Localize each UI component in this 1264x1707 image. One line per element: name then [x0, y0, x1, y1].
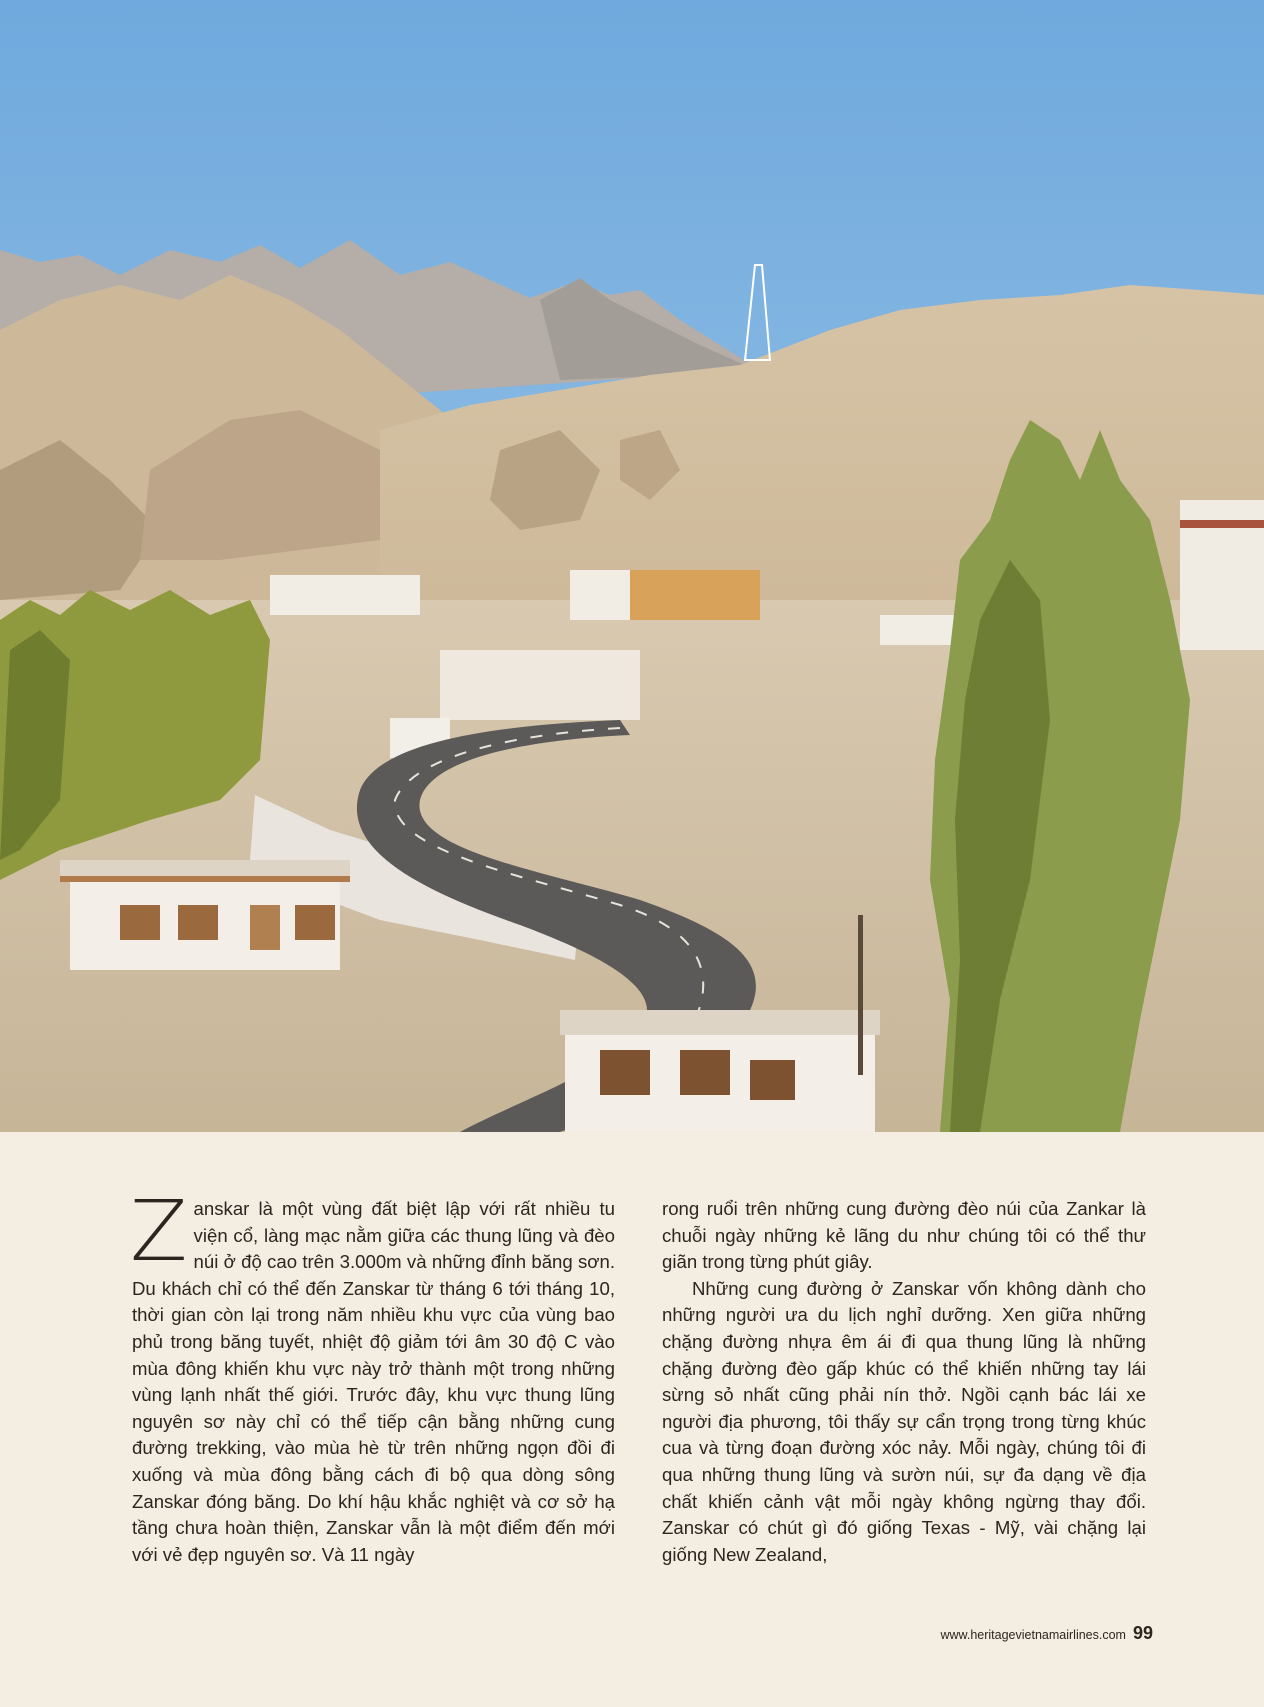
article-column-left	[130, 1182, 615, 1568]
intro-text: anskar là một vùng đất biệt lập với rất nhiều tu viện cổ, làng mạc nằm giữa các thung lũng và đèo núi ở độ cao trên 3.000m và những đỉnh băng sơn. Du khách chỉ có thể đến Zanskar từ tháng 6 tới tháng 10, thời gian còn lại trong năm nhiều khu vực của vùng bao phủ trong băng tuyết, nhiệt độ giảm tới âm 30 độ C vào mùa đông khiến khu vực này trở thành một trong những vùng lạnh nhất thế giới. Trước đây, khu vực thung lũng nguyên sơ này chỉ có thể tiếp cận bằng những cung đường trekking, vào mùa hè từ trên những ngọn đồi đi xuống và mùa đông bằng cách đi bộ qua dòng sông Zanskar đóng băng. Do khí hậu khắc nghiệt và cơ sở hạ tầng chưa hoàn thiện, Zanskar vẫn là một điểm đến mới với vẻ đẹp nguyên sơ. Và 11 ngày	[132, 1198, 615, 1565]
website-link[interactable]: www.heritagevietnamairlines.com	[940, 1628, 1126, 1642]
paragraph-2: Những cung đường ở Zanskar vốn không dành cho những người ưa du lịch nghỉ dưỡng. Xen giữa những chặng đường nhựa êm ái đi qua thung lũng là những chặng đường đèo gấp khúc có thể khiến những tay lái sừng sỏ nhất cũng phải nín thở. Ngồi cạnh bác lái xe người địa phương, tôi thấy sự cẩn trọng trong từng khúc cua và từng đoạn đường xóc nảy. Mỗi ngày, chúng tôi đi qua những thung lũng và sườn núi, sự đa dạng về địa chất khiến cảnh vật mỗi ngày không ngừng thay đổi. Zanskar có chút gì đó giống Texas - Mỹ, vài chặng lại giống New Zealand,	[662, 1277, 1146, 1565]
intro-paragraph	[130, 1182, 615, 1568]
article-column-right	[662, 1196, 1146, 1568]
page-number: 99	[1132, 1623, 1153, 1643]
page-footer	[940, 1623, 1153, 1644]
dropcap: Z	[130, 1182, 188, 1280]
continued-paragraph: rong ruổi trên những cung đường đèo núi của Zankar là chuỗi ngày những kẻ lãng du như chúng tôi có thể thư giãn trong từng phút giây.	[662, 1198, 1146, 1273]
